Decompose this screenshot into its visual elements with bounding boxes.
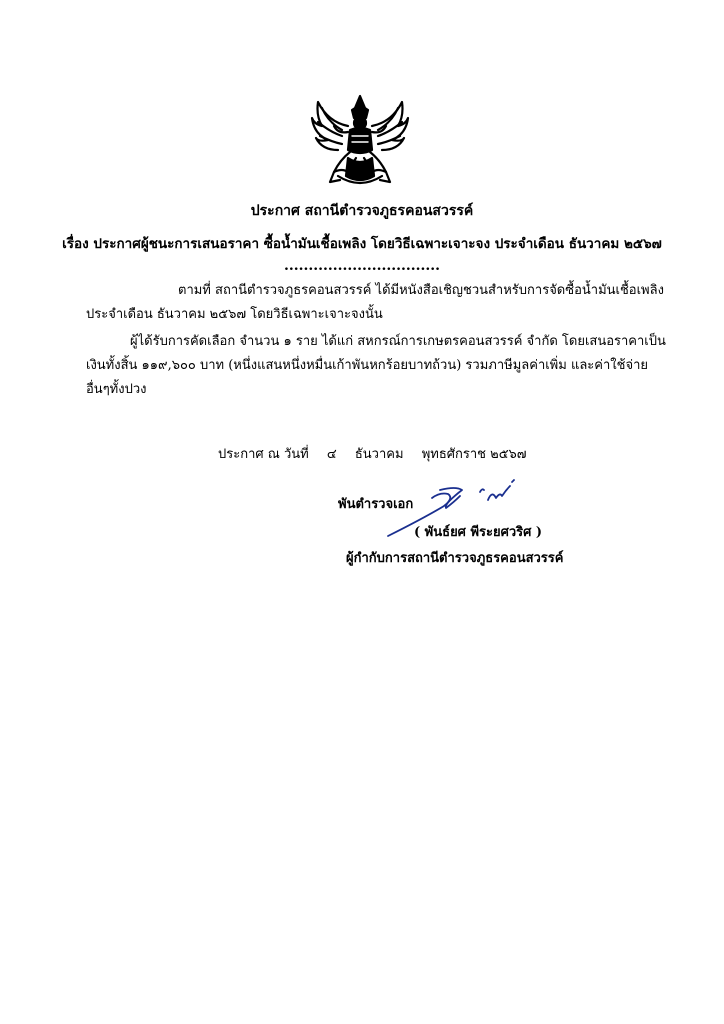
document-title: ประกาศ สถานีตำรวจภูธรคอนสวรรค์ — [250, 203, 474, 219]
paragraph-line: ตามที่ สถานีตำรวจภูธรคอนสวรรค์ ได้มีหนังสือเชิญชวนสำหรับการจัดซื้อน้ำมันเชื้อเพลิง — [178, 283, 664, 298]
date-day: ๔ — [326, 447, 337, 462]
separator-dots: ................................ — [284, 258, 440, 274]
garuda-emblem-icon — [308, 92, 412, 190]
signer-rank: พันตำรวจเอก — [338, 497, 414, 512]
paragraph-invitation — [86, 279, 664, 327]
paragraph-line: ผู้ได้รับการคัดเลือก จำนวน ๑ ราย ได้แก่ สหกรณ์การเกษตรคอนสวรรค์ จำกัด โดยเสนอราคาเป็น — [130, 334, 666, 349]
paragraph-line: เงินทั้งสิ้น ๑๑๙,๖๐๐ บาท (หนึ่งแสนหนึ่งหมื่นเก้าพันหกร้อยบาทถ้วน) รวมภาษีมูลค่าเพิ่ม และค่าใช้จ่าย — [86, 358, 648, 373]
signer-name: ( พันธ์ยศ พีระยศวริศ ) — [414, 525, 543, 540]
document-subject: เรื่อง ประกาศผู้ชนะการเสนอราคา ซื้อน้ำมันเชื้อเพลิง โดยวิธีเฉพาะเจาะจง ประจำเดือน ธันวาคม ๒๕๖๗ — [62, 236, 662, 252]
date-month: ธันวาคม — [354, 447, 404, 462]
paragraph-line: ประจำเดือน ธันวาคม ๒๕๖๗ โดยวิธีเฉพาะเจาะจงนั้น — [86, 307, 383, 322]
signer-position: ผู้กำกับการสถานีตำรวจภูธรคอนสวรรค์ — [346, 551, 564, 566]
paragraph-line: อื่นๆทั้งปวง — [86, 382, 147, 397]
date-year: พุทธศักราช ๒๕๖๗ — [421, 447, 527, 462]
announcement-date — [218, 443, 541, 464]
date-prefix: ประกาศ ณ วันที่ — [218, 447, 309, 462]
paragraph-winner — [86, 330, 666, 402]
